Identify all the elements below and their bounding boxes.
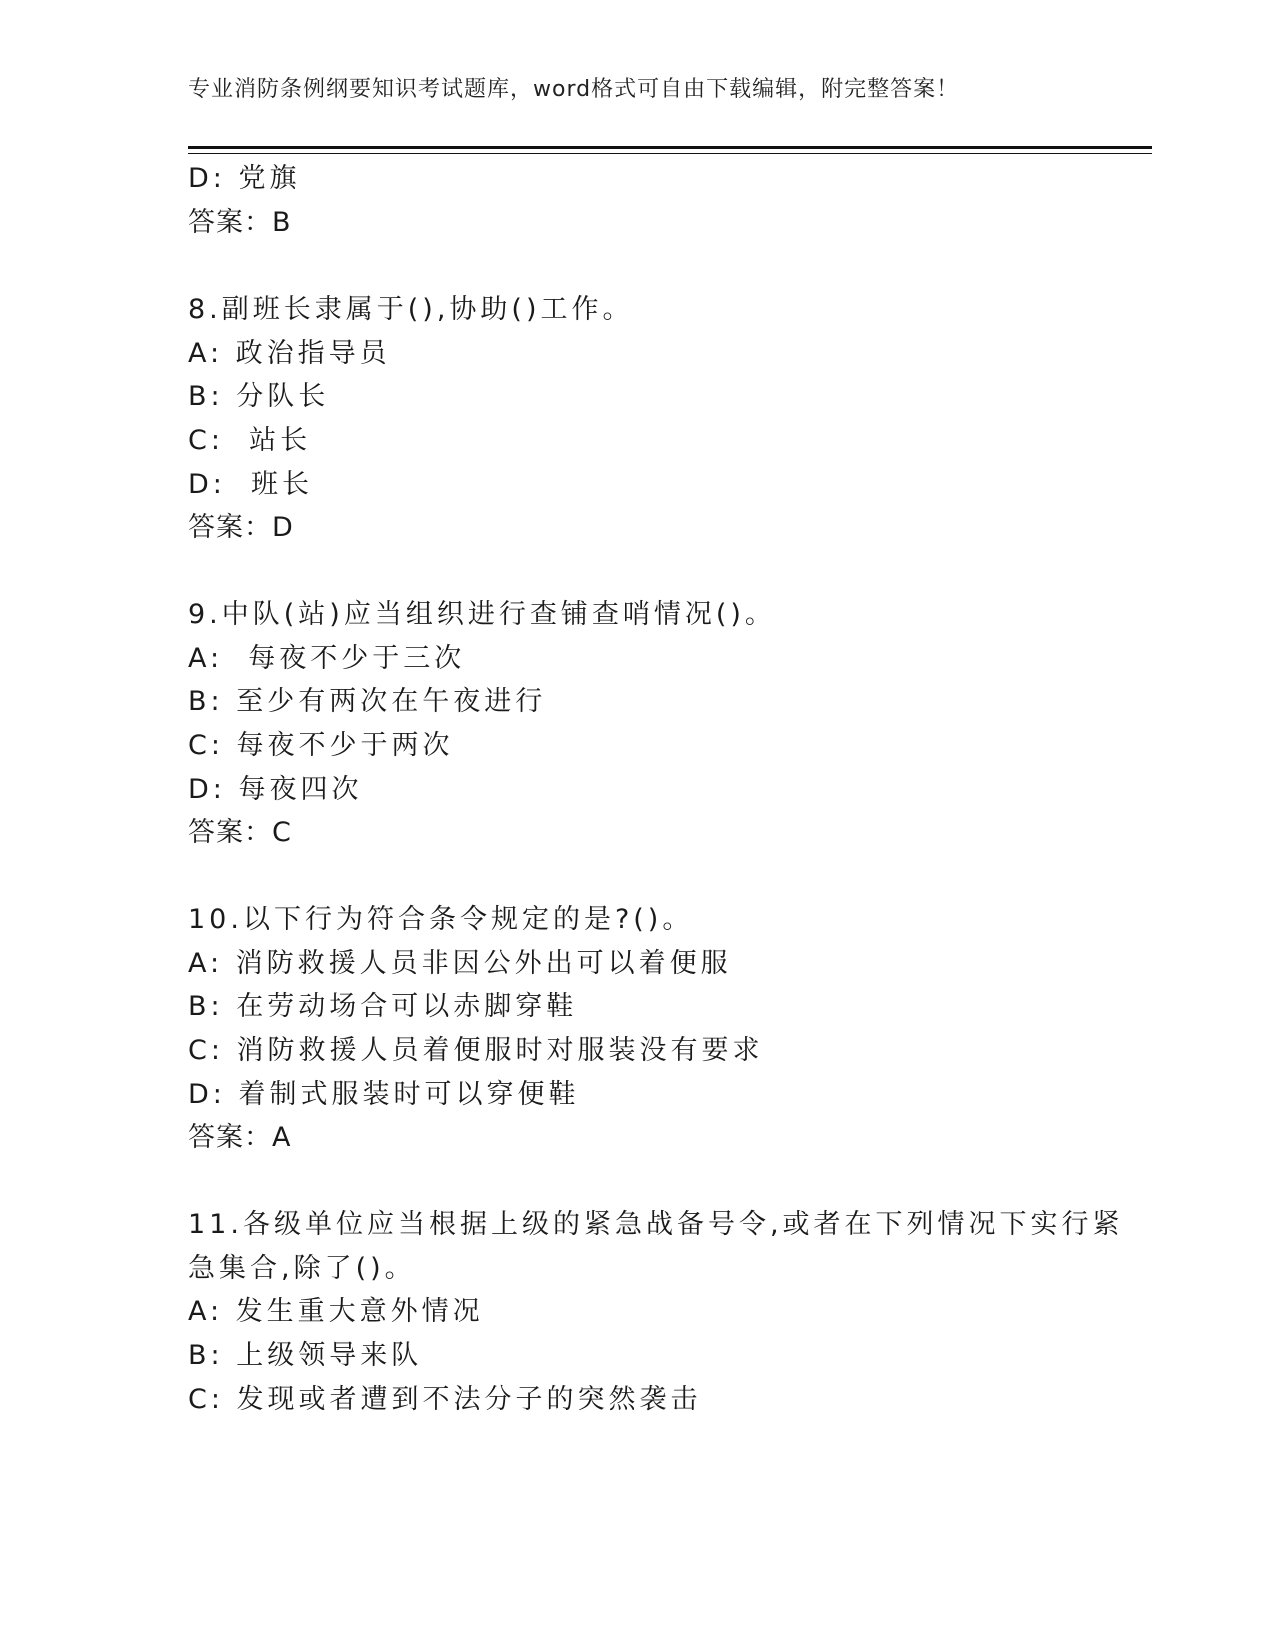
option-line: D: 党旗 [188, 163, 301, 194]
option-line: D: 着制式服装时可以穿便鞋 [188, 1079, 580, 1110]
header-rule-thick [188, 146, 1152, 149]
option-line: B: 分队长 [188, 381, 330, 412]
option-line: D: 每夜四次 [188, 774, 363, 805]
option-line: A: 每夜不少于三次 [188, 643, 466, 674]
option-line: B: 至少有两次在午夜进行 [188, 686, 547, 717]
option-line: C: 站长 [188, 425, 312, 456]
answer-line: 答案：A [188, 1122, 292, 1153]
option-line: C: 每夜不少于两次 [188, 730, 454, 761]
option-line: A: 消防救援人员非因公外出可以着便服 [188, 948, 732, 979]
question-line: 11.各级单位应当根据上级的紧急战备号令,或者在下列情况下实行紧 [188, 1209, 1124, 1240]
answer-line: 答案：C [188, 817, 292, 848]
option-line: A: 政治指导员 [188, 338, 391, 369]
option-line: C: 消防救援人员着便服时对服装没有要求 [188, 1035, 764, 1066]
question-line: 10.以下行为符合条令规定的是?()。 [188, 904, 694, 935]
question-line: 8.副班长隶属于(),协助()工作。 [188, 294, 634, 325]
option-line: B: 在劳动场合可以赤脚穿鞋 [188, 991, 578, 1022]
page-header: 专业消防条例纲要知识考试题库，word格式可自由下载编辑，附完整答案！ [188, 77, 960, 102]
header-rule-thin [188, 153, 1152, 154]
question-line-continued: 急集合,除了()。 [188, 1253, 416, 1284]
answer-line: 答案：D [188, 512, 294, 543]
option-line: C: 发现或者遭到不法分子的突然袭击 [188, 1384, 702, 1415]
option-line: B: 上级领导来队 [188, 1340, 423, 1371]
question-line: 9.中队(站)应当组织进行查铺查哨情况()。 [188, 599, 776, 630]
answer-line: 答案：B [188, 207, 292, 238]
option-line: D: 班长 [188, 469, 314, 500]
option-line: A: 发生重大意外情况 [188, 1296, 484, 1327]
